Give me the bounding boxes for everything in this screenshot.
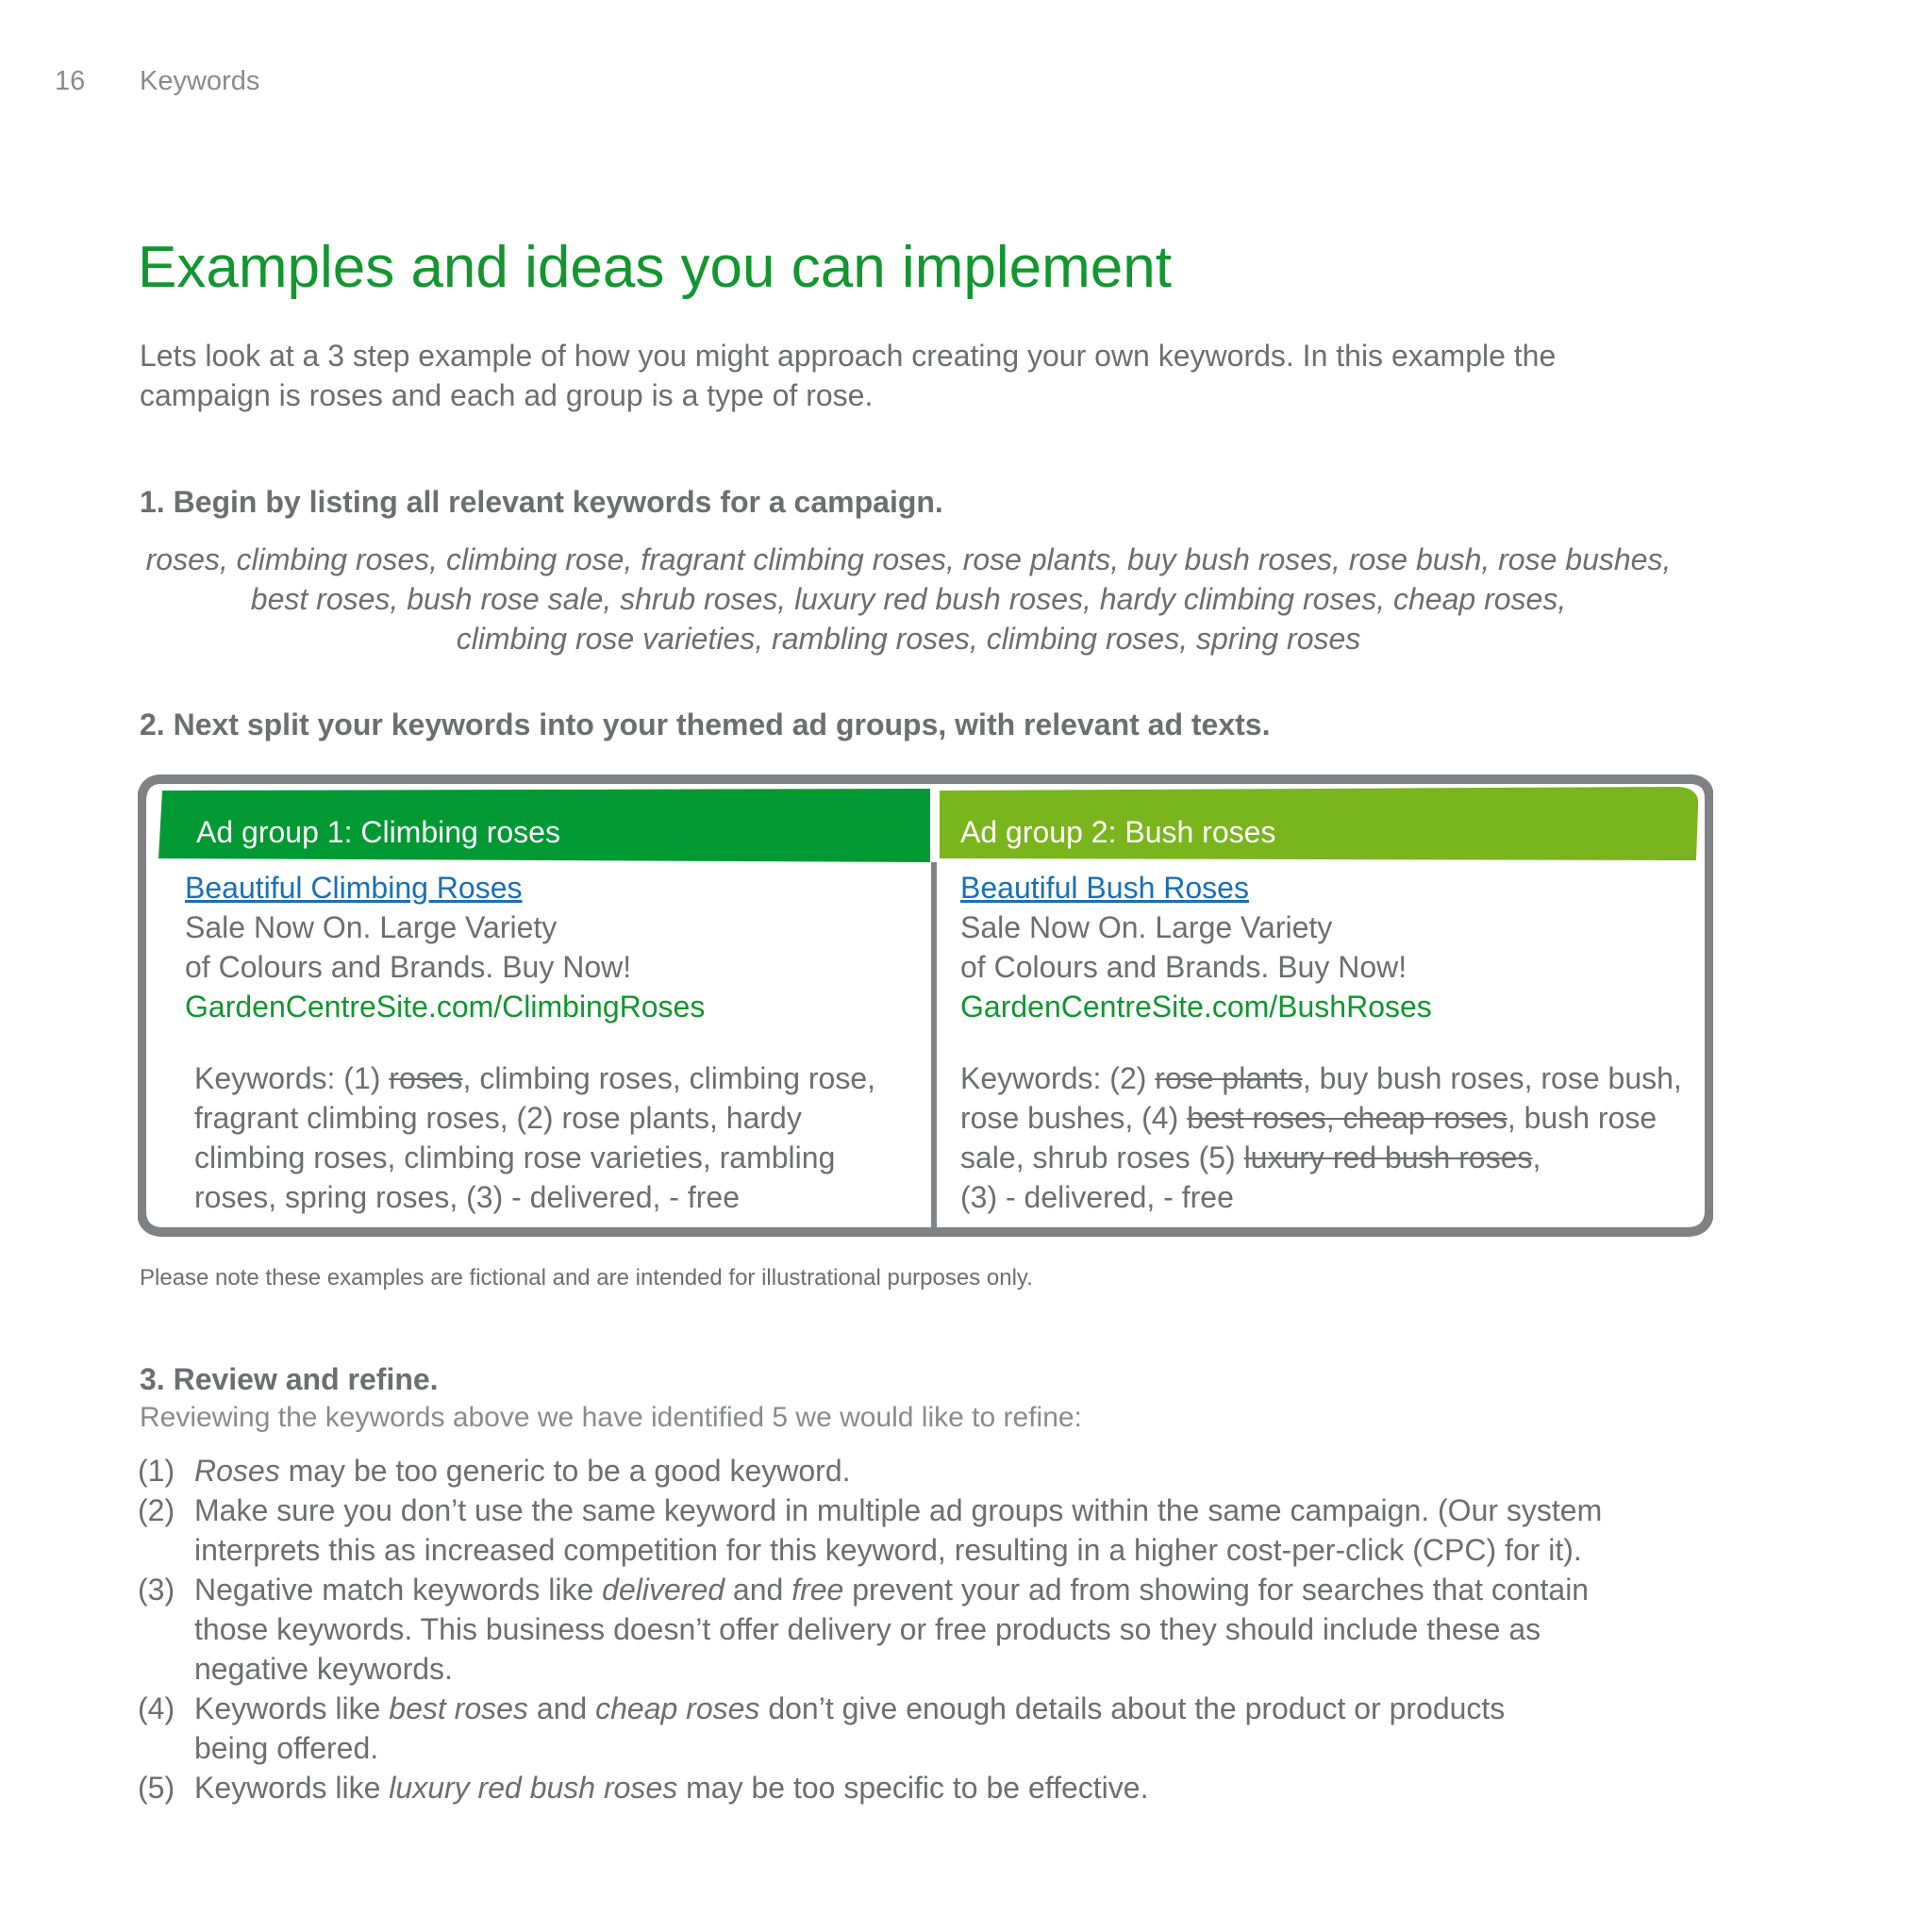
list-item (138, 1570, 1741, 1689)
struck-keyword: rose plants (1155, 1061, 1303, 1095)
list-text: and (527, 1691, 596, 1725)
emphasis-text: cheap roses (595, 1691, 760, 1725)
column-divider (931, 862, 937, 1232)
intro-line: Lets look at a 3 step example of how you might approach creating your own keywords. In this example the (140, 339, 1557, 373)
struck-keyword: luxury red bush roses (1243, 1141, 1533, 1174)
list-line (194, 1451, 1741, 1491)
list-item (138, 1768, 1741, 1807)
list-line: interprets this as increased competition for this keyword, resulting in a higher cost-per-click (CPC) for it). (194, 1533, 1582, 1567)
ad-title-link[interactable]: Beautiful Bush Roses (960, 871, 1249, 905)
keywords-line (960, 1098, 1682, 1138)
list-line (194, 1768, 1741, 1807)
keywords-text: Keywords: (2) (960, 1061, 1156, 1095)
ad-group-2-header: Ad group 2: Bush roses (960, 815, 1276, 849)
keywords-text: , bush rose (1507, 1101, 1657, 1135)
list-text: and (724, 1573, 792, 1607)
keyword-list-line: roses, climbing roses, climbing rose, fragrant climbing roses, rose plants, buy bush roses, rose bush, rose bushes, (145, 542, 1672, 576)
running-header: Keywords (140, 66, 260, 96)
disclaimer-note: Please note these examples are fictional and are intended for illustrational purposes only. (140, 1265, 1033, 1291)
list-line: Make sure you don’t use the same keyword in multiple ad groups within the same campaign. (Our system (194, 1493, 1603, 1527)
ad-group-2-ad (960, 868, 1432, 1026)
list-item (138, 1689, 1741, 1768)
keywords-line: roses, spring roses, (3) - delivered, - free (194, 1180, 740, 1214)
list-line: negative keywords. (194, 1652, 453, 1686)
keywords-text: , climbing roses, climbing rose, (462, 1061, 876, 1095)
keyword-list-line: best roses, bush rose sale, shrub roses, luxury red bush roses, hardy climbing roses, cheap roses, (250, 582, 1567, 616)
list-line: being offered. (194, 1731, 379, 1765)
list-number: (3) (138, 1573, 175, 1607)
ad-description-line: Sale Now On. Large Variety (185, 910, 558, 944)
list-text: Keywords like (194, 1691, 390, 1725)
keywords-text: , buy bush roses, rose bush, (1302, 1061, 1682, 1095)
ad-groups-panel (138, 774, 1713, 1238)
list-line (194, 1689, 1741, 1728)
keywords-line: fragrant climbing roses, (2) rose plants, hardy (194, 1101, 802, 1135)
list-item (138, 1491, 1741, 1570)
ad-group-2-keywords (960, 1058, 1682, 1217)
list-text: may be too generic to be a good keyword. (279, 1454, 851, 1488)
refine-list (138, 1451, 1741, 1807)
keyword-list (140, 540, 1677, 658)
ad-description-line: of Colours and Brands. Buy Now! (960, 950, 1407, 984)
keywords-line: (3) - delivered, - free (960, 1180, 1234, 1214)
list-text: Negative match keywords like (194, 1573, 603, 1607)
emphasis-text: delivered (602, 1573, 725, 1607)
list-number: (4) (138, 1691, 175, 1725)
ad-display-url: GardenCentreSite.com/ClimbingRoses (185, 990, 706, 1024)
step-1-heading: 1. Begin by listing all relevant keywords for a campaign. (140, 485, 943, 519)
emphasis-text: luxury red bush roses (389, 1771, 678, 1805)
list-line (194, 1570, 1741, 1609)
ad-group-1-header: Ad group 1: Climbing roses (196, 815, 560, 849)
list-number: (1) (138, 1454, 175, 1488)
emphasis-text: best roses (389, 1691, 528, 1725)
ad-group-1-ad (185, 868, 705, 1026)
list-text: prevent your ad from showing for searches that contain (843, 1573, 1590, 1607)
keywords-text: Keywords: (1) (194, 1061, 390, 1095)
intro-line: campaign is roses and each ad group is a type of rose. (140, 378, 874, 412)
emphasis-text: free (791, 1573, 844, 1607)
ad-description-line: of Colours and Brands. Buy Now! (185, 950, 632, 984)
ad-group-1-keywords (194, 1058, 875, 1217)
list-line: those keywords. This business doesn’t offer delivery or free products so they should include these as (194, 1612, 1541, 1646)
keyword-list-line: climbing rose varieties, rambling roses, climbing roses, spring roses (456, 622, 1361, 656)
struck-keyword: roses (389, 1061, 463, 1095)
intro-paragraph (140, 336, 1649, 415)
struck-keyword: best roses, cheap roses (1187, 1101, 1507, 1135)
keywords-line (960, 1138, 1682, 1177)
keywords-text: , (1532, 1141, 1541, 1174)
list-text: may be too specific to be effective. (677, 1771, 1149, 1805)
keywords-line: climbing roses, climbing rose varieties, rambling (194, 1141, 836, 1174)
list-item (138, 1451, 1741, 1491)
ad-display-url: GardenCentreSite.com/BushRoses (960, 990, 1432, 1024)
step-3-heading: 3. Review and refine. (140, 1362, 439, 1396)
list-text: Keywords like (194, 1771, 390, 1805)
step-3-subtext: Reviewing the keywords above we have identified 5 we would like to refine: (140, 1402, 1082, 1433)
keywords-line (194, 1058, 875, 1098)
ad-description-line: Sale Now On. Large Variety (960, 910, 1333, 944)
keywords-line (960, 1058, 1682, 1098)
ad-title-link[interactable]: Beautiful Climbing Roses (185, 871, 523, 905)
page-number: 16 (55, 66, 86, 96)
keywords-text: sale, shrub roses (5) (960, 1141, 1244, 1174)
page-title: Examples and ideas you can implement (138, 235, 1172, 300)
list-text: don’t give enough details about the product or products (759, 1691, 1506, 1725)
step-2-heading: 2. Next split your keywords into your themed ad groups, with relevant ad texts. (140, 708, 1271, 741)
list-number: (5) (138, 1771, 175, 1805)
keywords-text: rose bushes, (4) (960, 1101, 1188, 1135)
list-number: (2) (138, 1493, 175, 1527)
emphasis-text: Roses (194, 1454, 280, 1488)
